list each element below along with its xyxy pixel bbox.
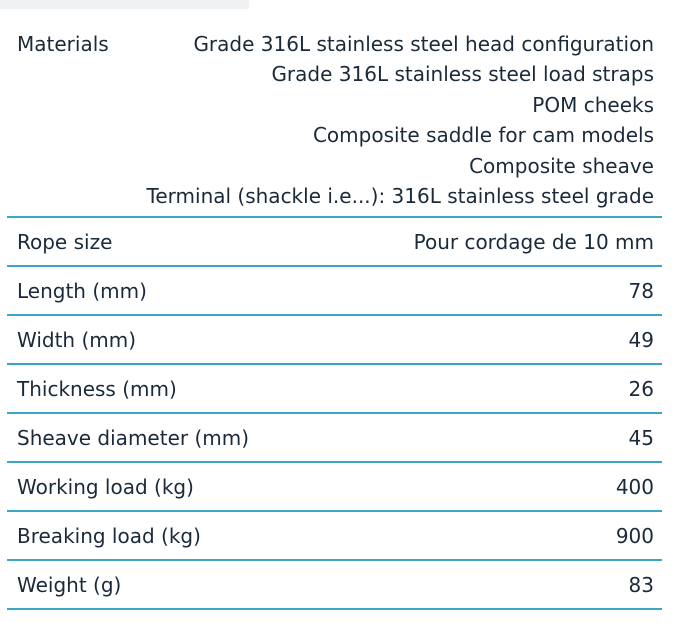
spec-label: Thickness (mm) xyxy=(17,376,177,401)
spec-value: 83 xyxy=(628,572,654,597)
spec-value: 45 xyxy=(628,425,654,450)
material-item: Composite saddle for cam models xyxy=(312,123,654,148)
spec-value: 26 xyxy=(628,376,654,401)
spec-row-thickness xyxy=(7,365,662,414)
spec-value: 400 xyxy=(615,474,654,499)
material-item: POM cheeks xyxy=(532,92,654,117)
materials-label: Materials xyxy=(17,32,109,56)
spec-label: Sheave diameter (mm) xyxy=(17,425,250,450)
material-item: Grade 316L stainless steel head configuration xyxy=(193,32,654,56)
spec-value: 49 xyxy=(628,327,654,352)
spec-label: Weight (g) xyxy=(17,572,122,597)
material-item: Grade 316L stainless steel load straps xyxy=(271,62,654,87)
spec-value: Pour cordage de 10 mm xyxy=(413,229,654,254)
spec-value: 78 xyxy=(628,278,654,303)
spec-row-rope-size xyxy=(7,218,662,267)
spec-label: Breaking load (kg) xyxy=(17,523,201,548)
materials-list xyxy=(147,29,654,211)
spec-row-sheave-diameter xyxy=(7,414,662,463)
material-item: Terminal (shackle i.e...): 316L stainless steel grade xyxy=(146,184,654,209)
top-tab-strip xyxy=(0,0,249,9)
spec-table xyxy=(7,19,662,610)
spec-row-width xyxy=(7,316,662,365)
spec-label: Rope size xyxy=(17,229,113,254)
spec-row-length xyxy=(7,267,662,316)
spec-label: Length (mm) xyxy=(17,278,147,303)
spec-row-working-load xyxy=(7,463,662,512)
material-item: Composite sheave xyxy=(469,153,654,178)
spec-row-weight xyxy=(7,561,662,610)
spec-label: Working load (kg) xyxy=(17,474,194,499)
materials-row xyxy=(7,19,662,218)
spec-row-breaking-load xyxy=(7,512,662,561)
spec-label: Width (mm) xyxy=(17,327,137,352)
spec-value: 900 xyxy=(615,523,654,548)
